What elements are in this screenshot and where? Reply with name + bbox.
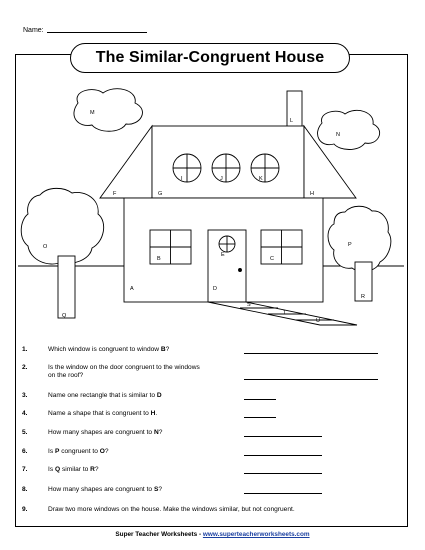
label-d: D <box>213 286 217 292</box>
answer-line-2[interactable] <box>244 379 378 380</box>
roof-triangle-h <box>304 126 356 198</box>
label-c: C <box>270 256 274 262</box>
label-q: Q <box>62 313 67 319</box>
answer-line-7[interactable] <box>244 473 322 474</box>
page-title: The Similar-Congruent House <box>95 49 325 66</box>
label-m: M <box>90 110 95 116</box>
label-h: H <box>310 191 314 197</box>
label-r: R <box>361 294 365 300</box>
roof-window-j <box>212 154 240 182</box>
answer-line-3[interactable] <box>244 399 276 400</box>
roof-window-i <box>173 154 201 182</box>
label-e: E <box>221 252 225 258</box>
doorknob <box>239 269 242 272</box>
footer-url-link[interactable]: www.superteacherworksheets.com <box>202 531 310 538</box>
door-window-e <box>219 236 235 252</box>
cloud-m <box>74 89 143 132</box>
footer-separator: - <box>197 531 203 538</box>
label-a: A <box>130 286 134 292</box>
label-t: T <box>283 310 287 316</box>
roof-triangle-f <box>100 126 152 198</box>
label-j: J <box>220 176 223 182</box>
label-i: I <box>181 176 183 182</box>
label-p: P <box>348 242 352 248</box>
footer <box>0 531 425 538</box>
name-label: Name: <box>23 27 44 34</box>
answer-line-1[interactable] <box>244 353 378 354</box>
answer-line-6[interactable] <box>244 455 322 456</box>
tree-top-o <box>21 188 103 264</box>
cloud-n <box>318 110 380 149</box>
tree-trunk-q <box>58 256 75 318</box>
roof-window-k <box>251 154 279 182</box>
label-b: B <box>157 256 161 262</box>
answer-line-4[interactable] <box>244 417 276 418</box>
answer-line-5[interactable] <box>244 436 322 437</box>
label-s: S <box>247 302 251 308</box>
answer-line-8[interactable] <box>244 493 322 494</box>
label-o: O <box>43 244 48 250</box>
label-l: L <box>290 118 294 124</box>
footer-brand: Super Teacher Worksheets <box>115 531 198 538</box>
label-k: K <box>259 176 263 182</box>
label-g: G <box>158 191 163 197</box>
label-u: U <box>316 318 320 324</box>
label-n: N <box>336 132 340 138</box>
label-f: F <box>113 191 117 197</box>
